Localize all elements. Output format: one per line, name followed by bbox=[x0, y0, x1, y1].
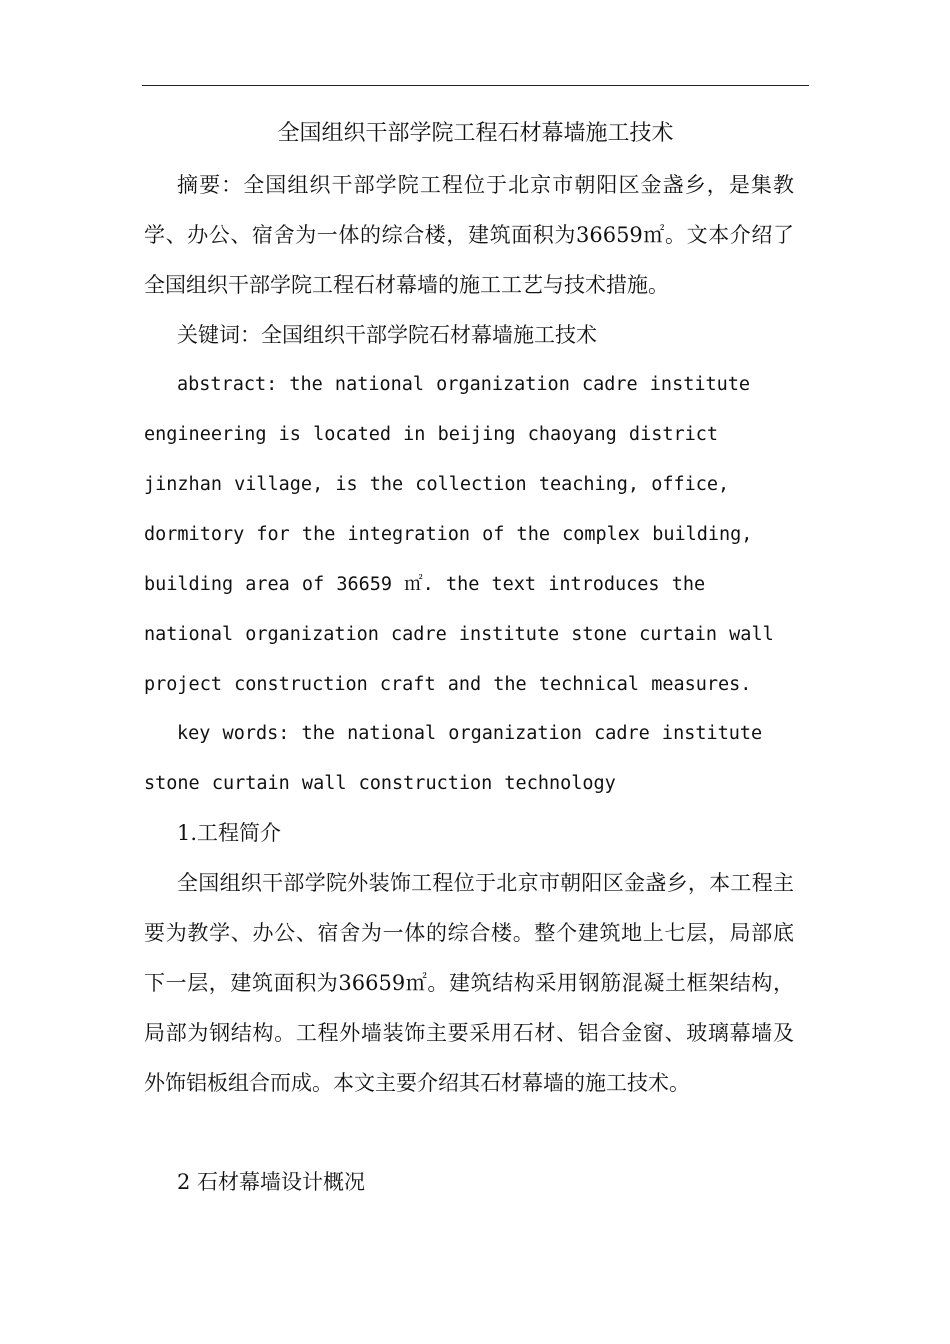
keywords-chinese: 关键词：全国组织干部学院石材幕墙施工技术 bbox=[177, 323, 597, 347]
section-body: 全国组织干部学院外装饰工程位于北京市朝阳区金盏乡，本工程主要为教学、办公、宿舍为一体的综合楼。整个建筑地上七层，局部底下一层，建筑面积为36659㎡。建筑结构采用钢筋混凝土框架结构，局部为钢结构。工程外墙装饰主要采用石材、铝合金窗、玻璃幕墙及外饰铝板组合而成。本文主要介绍其石材幕墙的施工技术。 bbox=[144, 871, 794, 1095]
section-heading: 1.工程简介 bbox=[177, 821, 282, 845]
header-rule bbox=[142, 85, 809, 86]
abstract-chinese: 摘要：全国组织干部学院工程位于北京市朝阳区金盏乡，是集教学、办公、宿舍为一体的综合楼，建筑面积为36659㎡。文本介绍了全国组织干部学院工程石材幕墙的施工工艺与技术措施。 bbox=[144, 173, 794, 297]
keywords-english: key words: the national organization cadre institute stone curtain wall construction technology bbox=[144, 723, 763, 794]
document-title: 全国组织干部学院工程石材幕墙施工技术 bbox=[277, 121, 674, 146]
abstract-english: abstract: the national organization cadre institute engineering is located in beijing chaoyang district jinzhan village, is the collection teaching, office, dormitory for the integration of the complex building, building area of 36659 ㎡. the text introduces the national organization cadre institute stone curtain wall project construction craft and the technical measures. bbox=[144, 374, 774, 695]
section-heading: 2 石材幕墙设计概况 bbox=[177, 1170, 366, 1194]
